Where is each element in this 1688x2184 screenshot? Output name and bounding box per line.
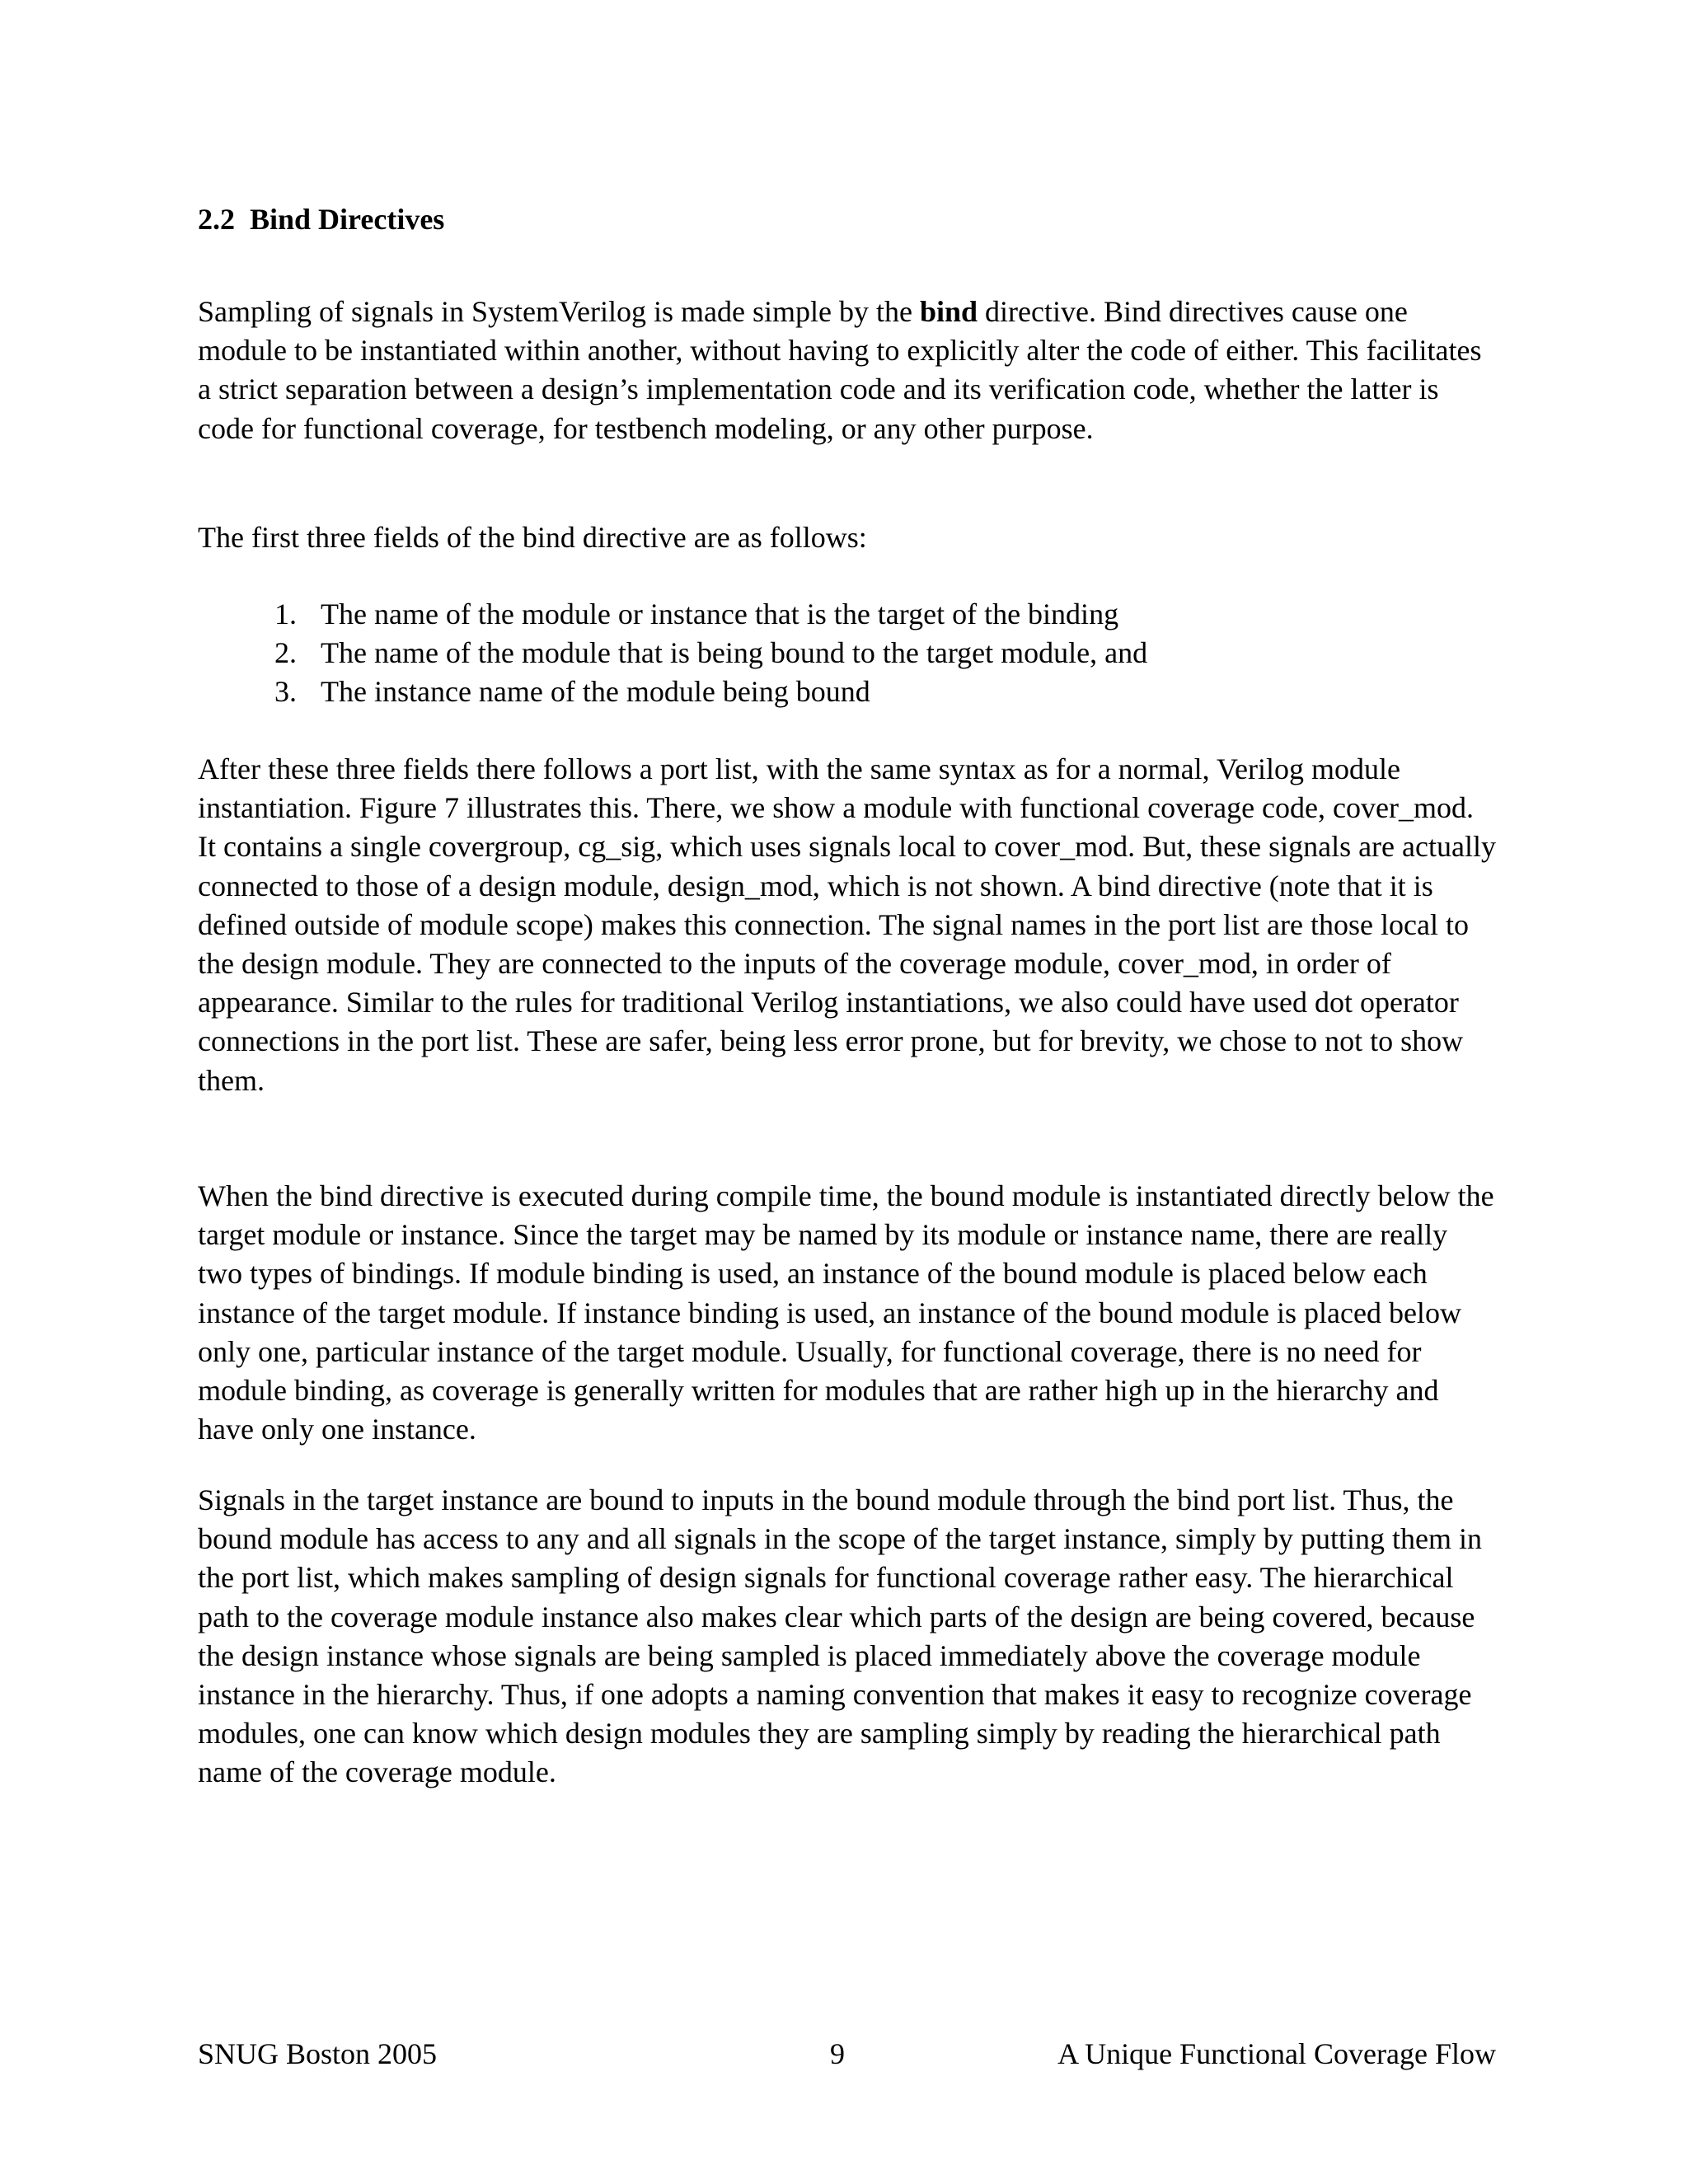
- paragraph-fields-intro: The first three fields of the bind directive are as follows:: [198, 521, 867, 554]
- paragraph-binding-types: When the bind directive is executed during compile time, the bound module is instantiated directly below the target module or instance. Since the target may be named by its module or instance name, there are really two types of bindings. If module binding is used, an instance of the bound module is placed below each instance of the target module. If instance binding is used, an instance of the bound module is placed below only one, particular instance of the target module. Usually, for functional coverage, there is no need for module binding, as coverage is generally written for modules that are rather high up in the hierarchy and have only one instance.: [198, 1179, 1494, 1446]
- list-item-marker: 3.: [274, 675, 297, 709]
- list-item-text: The name of the module that is being bound to the target module, and: [321, 636, 1148, 670]
- list-item-text: The instance name of the module being bound: [321, 675, 870, 709]
- list-item-marker: 2.: [274, 636, 297, 670]
- list-item: [198, 634, 1147, 673]
- list-item: [198, 595, 1147, 634]
- section-heading: [198, 200, 444, 238]
- footer-paper-title: A Unique Functional Coverage Flow: [1057, 2037, 1496, 2070]
- page-footer: [198, 2034, 1496, 2074]
- list-item-text: The name of the module or instance that is the target of the binding: [321, 598, 1119, 630]
- section-title: Bind Directives: [250, 203, 445, 236]
- footer-page-number: 9: [830, 2037, 845, 2070]
- paragraph-signal-access: Signals in the target instance are bound to inputs in the bound module through the bind port list. Thus, the bound module has access to any and all signals in the scope of the target instance, simply by putting them in the port list, which makes sampling of design signals for functional coverage rather easy. The hierarchical path to the coverage module instance also makes clear which parts of the design are being covered, because the design instance whose signals are being sampled is placed immediately above the coverage module instance in the hierarchy. Thus, if one adopts a naming convention that makes it easy to recognize coverage modules, one can know which design modules they are sampling simply by reading the hierarchical path name of the coverage module.: [198, 1483, 1483, 1789]
- section-number: 2.2: [198, 203, 235, 236]
- document-page: [198, 0, 1496, 2184]
- paragraph-port-list: After these three fields there follows a port list, with the same syntax as for a normal, Verilog module instantiation. Figure 7 illustrates this. There, we show a module with functional coverage code, cover_mod. It contains a single covergroup, cg_sig, which uses signals local to cover_mod. But, these signals are actually connected to those of a design module, design_mod, which is not shown. A bind directive (note that it is defined outside of module scope) makes this connection. The signal names in the port list are those local to the design module. They are connected to the inputs of the coverage module, cover_mod, in order of appearance. Similar to the rules for traditional Verilog instantiations, we also could have used dot operator connections in the port list. These are safer, being less error prone, but for brevity, we chose to not to show them.: [198, 752, 1496, 1097]
- bind-fields-list: [198, 595, 1147, 712]
- footer-conference: SNUG Boston 2005: [198, 2037, 438, 2070]
- paragraph-bind-intro: [198, 293, 1496, 448]
- list-item-marker: 1.: [274, 598, 297, 630]
- bold-keyword-bind: bind: [919, 295, 978, 328]
- paragraph-text: Sampling of signals in SystemVerilog is made simple by the: [198, 295, 920, 328]
- paragraph-text: directive. Bind directives cause one module to be instantiated within another, without having to explicitly alter the code of either. This facilitates a strict separation between a design’s implementation code and its verification code, whether the latter is code for functional coverage, for testbench modeling, or any other purpose.: [198, 295, 1482, 445]
- list-item: [198, 673, 1147, 711]
